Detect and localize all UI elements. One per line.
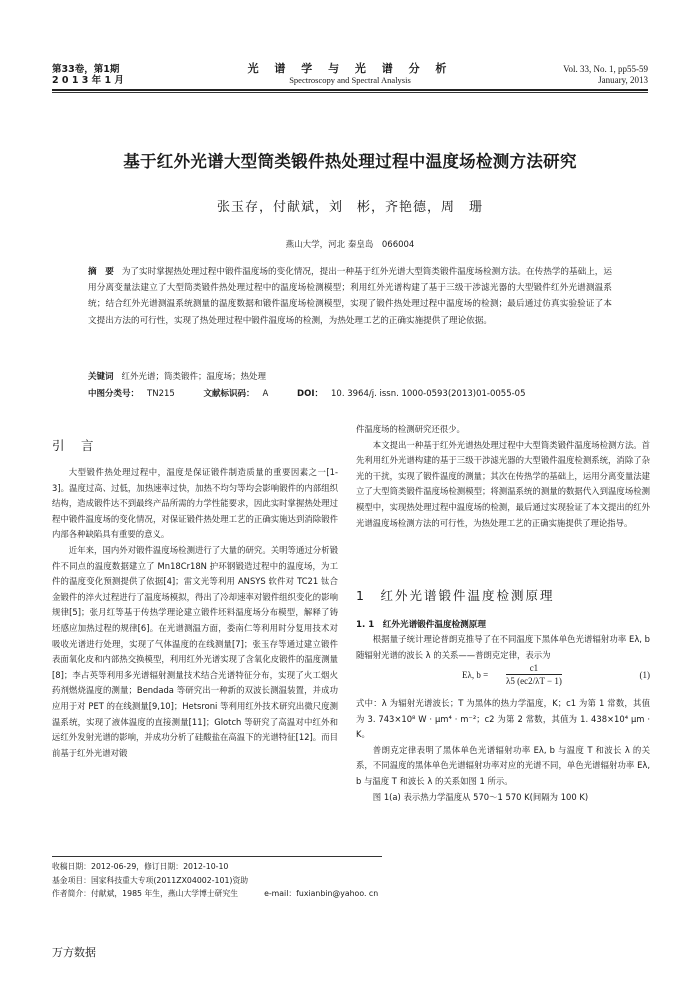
paper-title: 基于红外光谱大型筒类锻件热处理过程中温度场检测方法研究	[123, 152, 577, 171]
equation-1	[356, 660, 650, 694]
planck-law-paragraph: 普朗克定律表明了黑体单色光谱辐射功率 Eλ, b 与温度 T 和波长 λ 的关系，不同温度的黑体单色光谱辐射功率对应的光谱不同，单色光谱辐射功率 Eλ, b 与温度 T 和波长 λ 的关系如图 1 所示。	[356, 744, 650, 786]
planck-text: 根据量子统计理论普朗克推导了在不同温度下黑体单色光谱辐射功率 Eλ, b 随辐射光谱的波长 λ 的关系——普朗克定律，表示为	[356, 634, 650, 660]
wanfang-watermark: 万方数据	[52, 946, 96, 959]
footnote-rule	[52, 856, 382, 857]
intro-paragraph-2: 近年来，国内外对锻件温度场检测进行了大量的研究。关明等通过分析锻件不同点的温度数据建立了 Mn18Cr18N 护环钢锻造过程中的温度场，为工件的温度变化预测提供了依据[4]；雷文光等利用 ANSYS 软件对 TC21 钛合金锻件的淬火过程进行了温度场模拟，得出了冷却速率对锻件组织变化的影响规律[5]；张月红等基于传热学理论建立锻件坯料温度场分布模型，解释了铸坯感应加热过程的规律[6]。在光谱测温方面，娄南仁等利用时分复用技术对吸收光谱进行处理，实现了气体温度的在线测量[7]；张玉存等通过建立锻件表面氧化皮和内部热交换模型，利用红外光谱实现了含氧化皮锻件的温度测量[8]；李占英等利用多光谱辐射测量技术结合光谱特征分布，实现了火工烟火药剂燃烧温度的测量；Bendada 等研究出一种新的双波长测温装置，并成功应用于对 PET 的在线测量[9,10]；Hetsroni 等利用红外技术研究出微尺度测温系统，实现了液体温度的直接测量[11]；Glotch 等研究了高温对中红外和远红外发射光谱的影响，并成功分析了硅酸盐在高温下的光谱特征[12]。而目前基于红外光谱对锻	[52, 544, 338, 758]
section-1-heading: 1 红外光谱锻件温度检测原理	[356, 588, 555, 603]
equation-lhs: Eλ, b =	[462, 670, 489, 680]
footnote-received: 收稿日期：2012-06-29，修订日期：2012-10-10	[52, 862, 229, 871]
keywords-block	[88, 369, 618, 403]
header-volume-block	[52, 64, 124, 86]
header-journal-block	[200, 62, 500, 85]
footnote-fund: 基金项目：国家科技重大专项(2011ZX04002-101)资助	[52, 875, 249, 885]
clc-value: TN215	[147, 389, 175, 399]
right-column-intro	[356, 422, 650, 531]
footnote-email: e-mail：fuxianbin@yahoo. cn	[264, 889, 379, 898]
footnotes	[52, 860, 452, 901]
paper-affiliation: 燕山大学，河北 秦皇岛 066004	[285, 240, 415, 250]
header-rule-thick	[52, 89, 648, 91]
footnote-author	[52, 887, 452, 901]
header-rule-thin	[52, 92, 648, 93]
figure-1-paragraph: 图 1(a) 表示热力学温度从 570～1 570 K(间隔为 100 K)	[372, 791, 589, 802]
intro-continued: 件温度场的检测研究还很少。	[356, 424, 465, 434]
abstract-text: 为了实时掌握热处理过程中锻件温度场的变化情况，提出一种基于红外光谱大型筒类锻件温度场检测方法。在传热学的基础上，运用分离变量法建立了大型筒类锻件热处理过程中的温度场检测模型；利用红外光谱构建了基于三级干涉滤光器的大型锻件红外光谱测温系统；结合红外光谱测温系统测量的温度数据和锻件温度场检测模型，实现了锻件热处理过程中温度场的检测；最后通过仿真实验验证了本文提出方法的可行性，实现了热处理过程中锻件温度场的检测，为热处理工艺的正确实施提供了理论依据。	[88, 267, 612, 326]
subsection-1-1-heading: 1. 1 红外光谱锻件温度检测原理	[356, 620, 486, 630]
header-date: January, 2013	[598, 75, 648, 85]
doi-value: 10. 3964/j. issn. 1000-0593(2013)01-0055-05	[331, 389, 526, 399]
header-year-month: 2 0 1 3 年 1 月	[52, 75, 124, 86]
planck-paragraph	[356, 632, 650, 663]
header-vol-info: Vol. 33, No. 1, pp55-59	[563, 64, 648, 74]
equation-denominator: λ5 (ec2/λT − 1)	[506, 676, 562, 686]
intro-paragraph-3: 本文提出一种基于红外光谱热处理过程中大型筒类锻件温度场检测方法。首先利用红外光谱构建的基于三级干涉滤光器的大型锻件温度检测系统，消除了杂光的干扰，实现了锻件温度的测量；其次在传热学的基础上，运用分离变量法建立了大型筒类锻件温度场检测模型；将测温系统的测量的数据代入到温度场检测模型中，实现热处理过程中温度场的检测，最后通过实现验证了本文提出的红外光谱温度场检测方法的可行性，为热处理工艺的正确实施提供了理论指导。	[356, 439, 650, 528]
left-column-body	[52, 465, 338, 761]
footnote-author-bio: 作者简介：付献斌，1985 年生，燕山大学博士研究生	[52, 889, 239, 898]
intro-paragraph-1: 大型锻件热处理过程中，温度是保证锻件制造质量的重要因素之一[1-3]。温度过高、过低，加热速率过快，加热不均匀等均会影响锻件的内部组织结构，造成锻件达不到最终产品所需的力学性能要求，因此实时掌握热处理过程中锻件温度场的变化情况，对保证锻件热处理工艺的正确实施达到消除锻件内部各种缺陷具有重要的意义。	[52, 467, 338, 540]
keywords-line	[88, 369, 618, 386]
keywords-text: 红外光谱；筒类锻件；温度场；热处理	[121, 372, 267, 382]
paper-authors: 张玉存，付献斌，刘 彬，齐艳德，周 珊	[216, 200, 483, 215]
right-column-body	[356, 696, 650, 805]
equation-fraction	[506, 662, 562, 687]
equation-number: (1)	[639, 670, 650, 680]
keywords-label: 关键词	[88, 372, 114, 382]
doi-label: DOI：	[297, 389, 323, 399]
doc-code-label: 文献标识码：	[203, 389, 255, 399]
journal-title-cn: 光 谱 学 与 光 谱 分 析	[247, 62, 453, 75]
header-volume: 第33卷，第1期	[52, 64, 120, 75]
classification-line	[88, 386, 618, 403]
journal-title-en: Spectroscopy and Spectral Analysis	[289, 75, 411, 85]
intro-heading: 引 言	[52, 438, 96, 453]
header-volume-info-block	[563, 64, 648, 86]
equation-numerator: c1	[506, 662, 562, 675]
equation-variables: 式中：λ 为辐射光谱波长；T 为黑体的热力学温度，K；c1 为第 1 常数，其值为 3. 743×10⁸ W · μm⁴ · m⁻²；c2 为第 2 常数，其值为 1. 438×10⁴ μm · K。	[356, 698, 650, 740]
abstract-label: 摘 要	[88, 267, 114, 277]
abstract	[88, 264, 612, 329]
clc-label: 中图分类号：	[88, 389, 140, 399]
doc-code-value: A	[262, 389, 269, 399]
